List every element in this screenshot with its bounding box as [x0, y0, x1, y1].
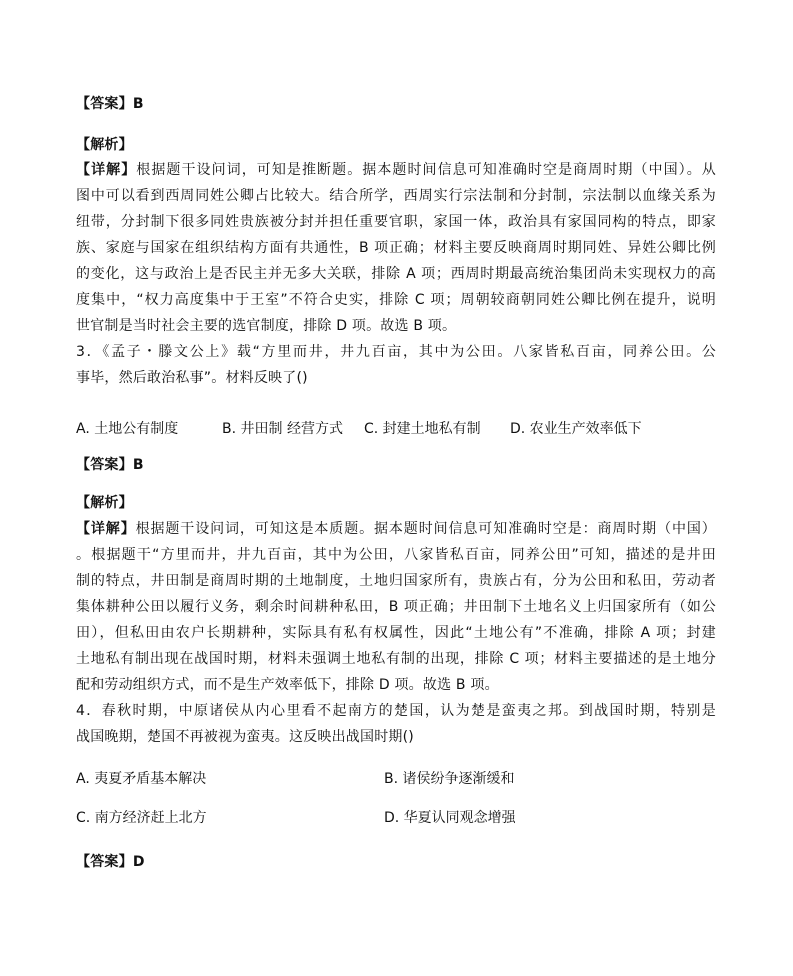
analysis-tag: 【解析】 [76, 495, 133, 511]
q3-option-a: A. 土地公有制度 [76, 421, 179, 437]
question-4-line: 4．春秋时期，中原诸侯从内心里看不起南方的楚国，认为楚是蛮夷之邦。到战国时期，特别是 [76, 703, 716, 719]
detail-line: 土地私有制出现在战国时期，材料未强调土地私有制的出现，排除 C 项；材料主要描述的是土地分 [76, 651, 716, 667]
detail-line: 纽带，分封制下很多同姓贵族被分封并担任重要官职，家国一体，政治具有家国同构的特点，即家 [76, 214, 716, 230]
detail-line: 配和劳动组织方式，而不是生产效率低下，排除 D 项。故选 B 项。 [76, 677, 499, 693]
answer-tag: 【答案】 [76, 854, 133, 870]
detail-line: 的变化，这与政治上是否民主并无多大关联，排除 A 项；西周时期最高统治集团尚未实现权力的高 [76, 266, 716, 282]
q4-option-c: C. 南方经济赶上北方 [76, 810, 207, 826]
detail-line: 族、家庭与国家在组织结构方面有共通性，B 项正确；材料主要反映商周时期同姓、异姓公卿比例 [76, 240, 716, 256]
analysis-tag: 【解析】 [76, 137, 133, 153]
detail-line: 制的特点，井田制是商周时期的土地制度，土地归国家所有，贵族占有，分为公田和私田，劳动者 [76, 573, 716, 589]
q4-option-a: A. 夷夏矛盾基本解决 [76, 771, 207, 787]
detail-line: 田），但私田由农户长期耕种，实际具有私有权属性，因此“土地公有”不准确，排除 A 项；封建 [76, 625, 716, 641]
q3-option-b: B. 井田制 经营方式 [222, 421, 343, 437]
q3-option-d: D. 农业生产效率低下 [510, 421, 642, 437]
question-3-line: 事毕，然后敢治私事”。材料反映了() [76, 370, 308, 386]
q4-option-d: D. 华夏认同观念增强 [384, 810, 516, 826]
answer-value: D [132, 854, 145, 870]
answer-line-2 [76, 456, 716, 474]
answer-line-3 [76, 853, 716, 871]
answer-value: B [132, 457, 144, 473]
detail-line [76, 520, 716, 538]
detail-text: 根据题干设问词，可知是推断题。据本题时间信息可知准确时空是商周时期（中国）。从 [136, 162, 716, 178]
detail-line: 图中可以看到西周同姓公卿占比较大。结合所学，西周实行宗法制和分封制，宗法制以血缘关系为 [76, 188, 716, 204]
analysis-heading-1 [76, 136, 716, 154]
q4-option-b: B. 诸侯纷争逐渐缓和 [384, 771, 515, 787]
question-4-line: 战国晚期，楚国不再被视为蛮夷。这反映出战国时期() [76, 729, 414, 745]
detail-tag: 【详解】 [76, 162, 137, 178]
answer-tag: 【答案】 [76, 457, 133, 473]
detail-line: 集体耕种公田以履行义务，剩余时间耕种私田，B 项正确；井田制下土地名义上归国家所有（如公 [76, 599, 716, 615]
detail-line: 。根据题干“方里而井，井九百亩，其中为公田，八家皆私百亩，同养公田”可知，描述的是井田 [76, 547, 716, 563]
question-3-line: 3．《孟子・滕文公上》载“方里而井，井九百亩，其中为公田。八家皆私百亩，同养公田。公 [76, 344, 716, 360]
q3-option-c: C. 封建土地私有制 [364, 421, 481, 437]
detail-line: 度集中，“权力高度集中于王室”不符合史实，排除 C 项；周朝较商朝同姓公卿比例在提升，说明 [76, 292, 716, 308]
detail-tag: 【详解】 [76, 521, 136, 537]
answer-value: B [132, 96, 144, 112]
detail-text: 根据题干设问词，可知这是本质题。据本题时间信息可知准确时空是：商周时期（中国） [135, 521, 716, 537]
detail-line: 世官制是当时社会主要的选官制度，排除 D 项。故选 B 项。 [76, 318, 457, 334]
detail-line [76, 161, 716, 179]
answer-line-1 [76, 95, 716, 113]
answer-tag: 【答案】 [76, 96, 133, 112]
analysis-heading-2 [76, 494, 716, 512]
